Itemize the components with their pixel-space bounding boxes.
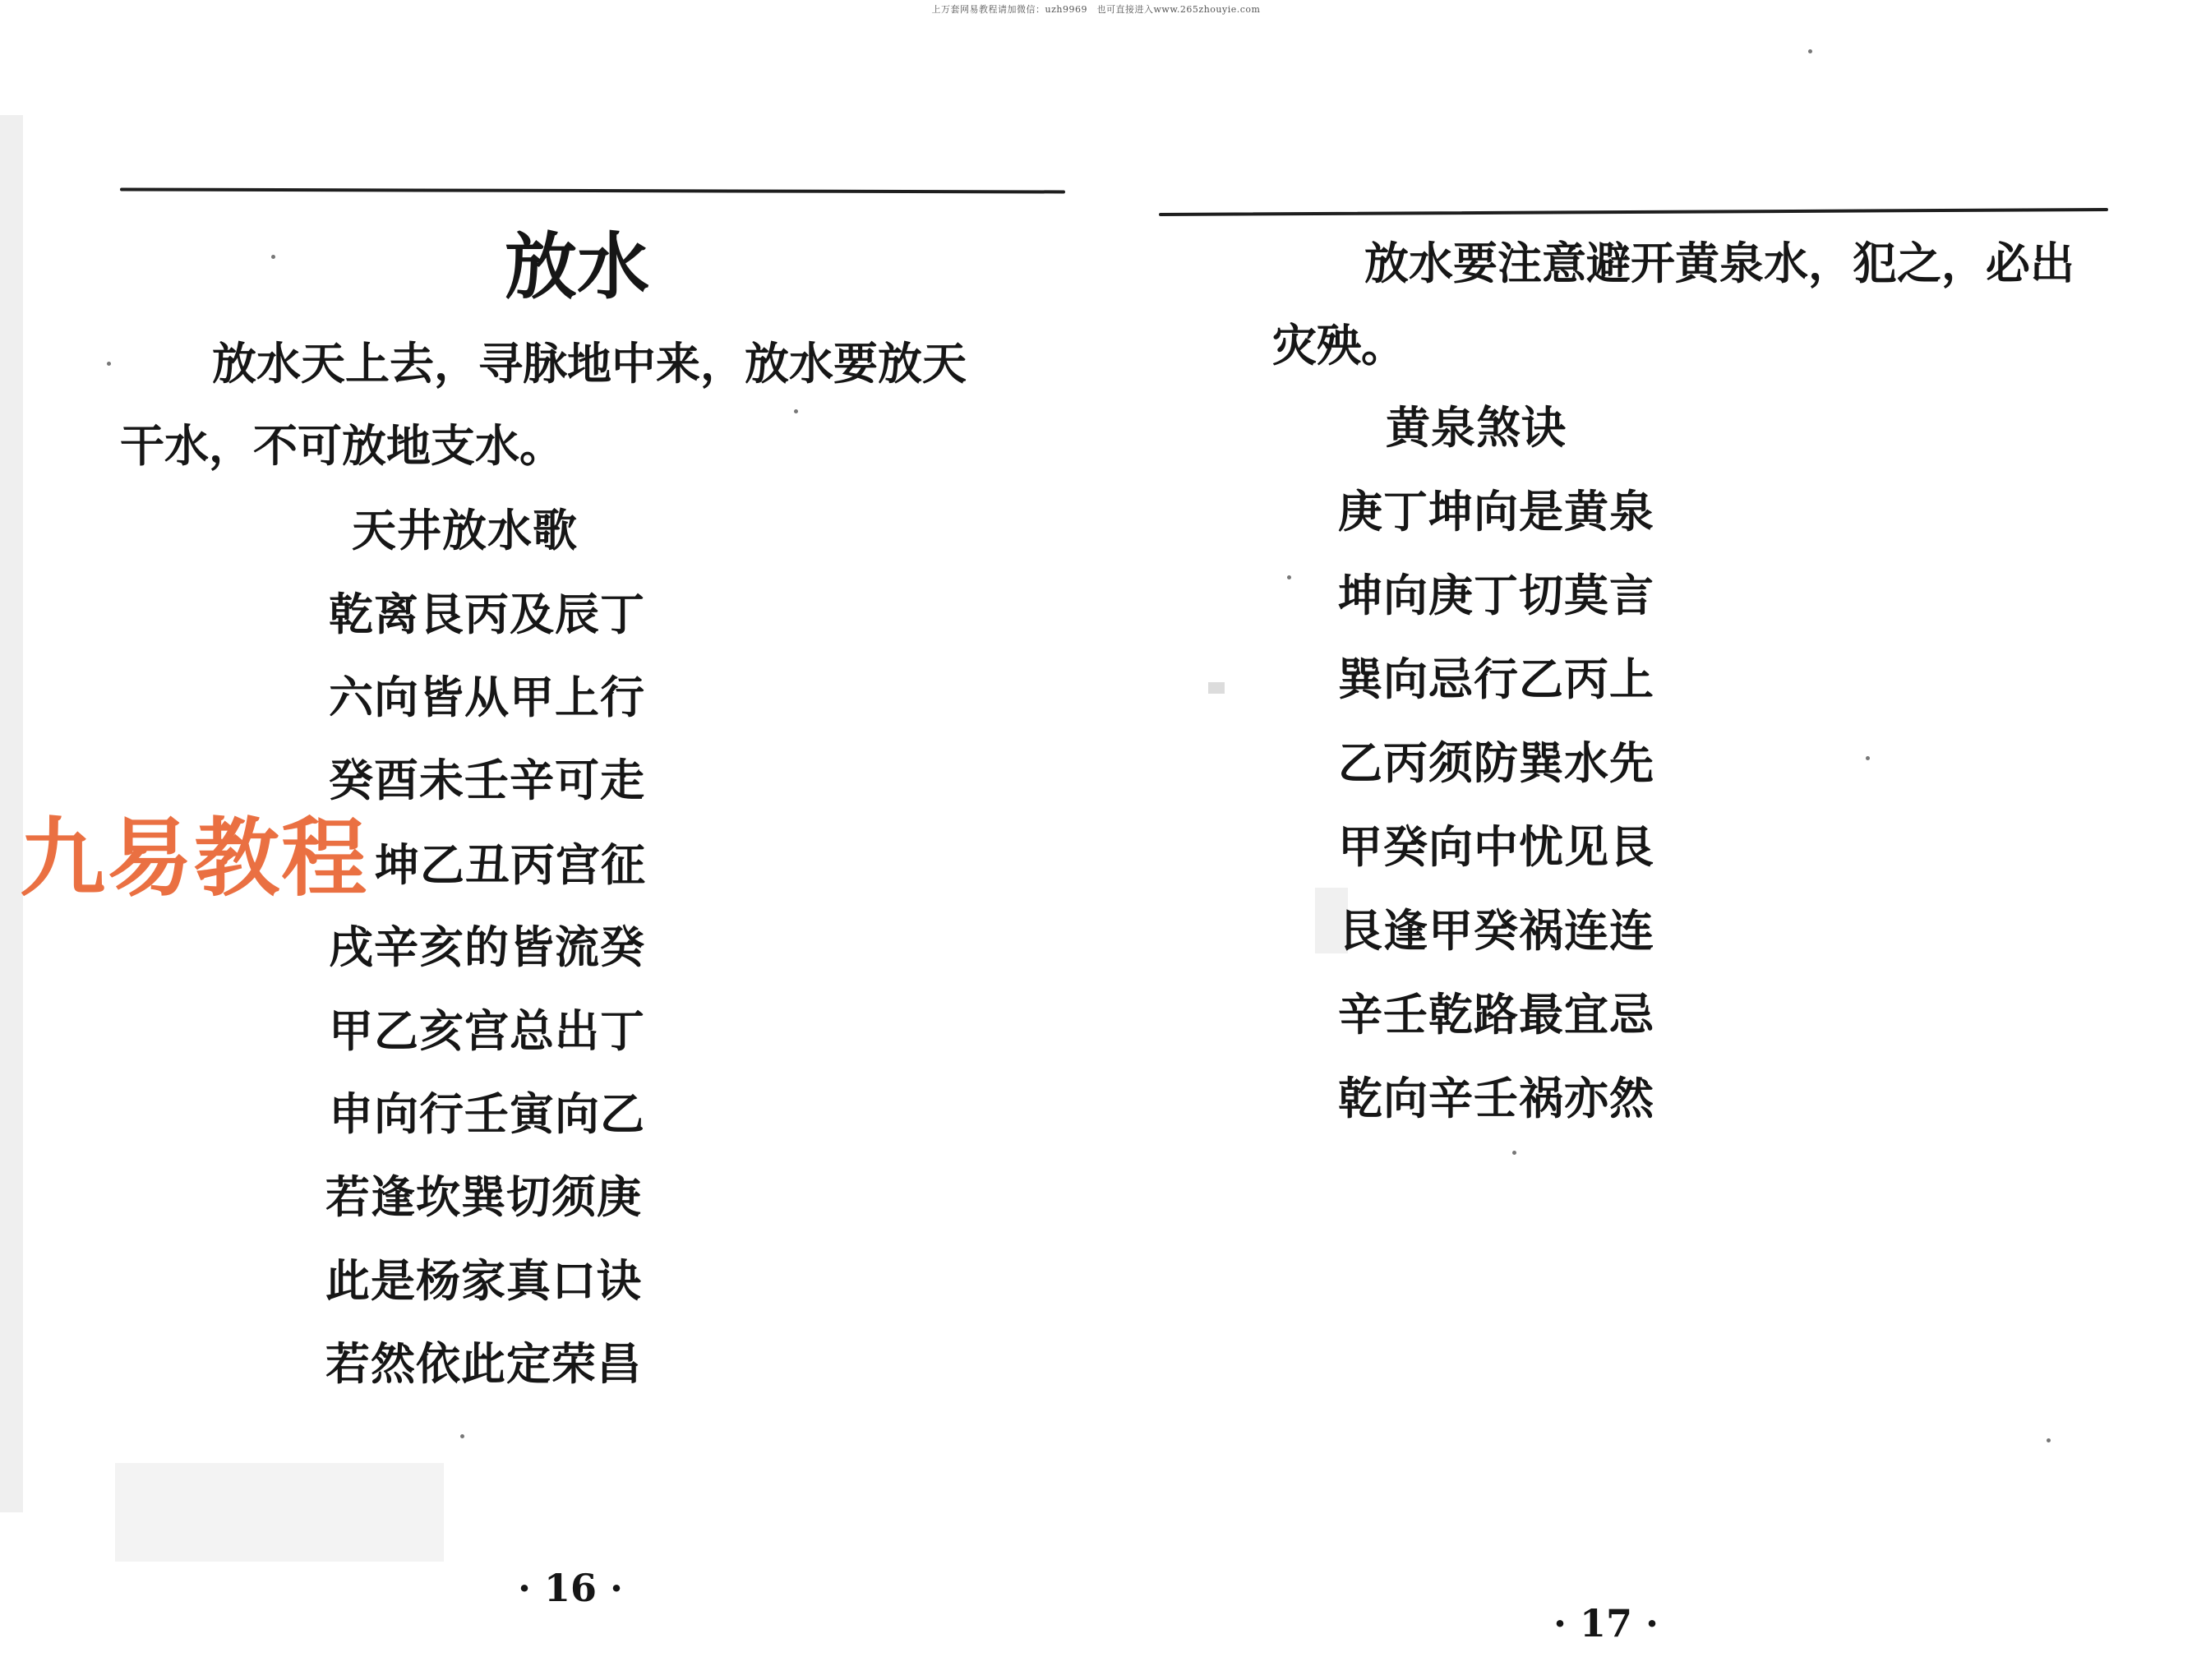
page-top-rule-right xyxy=(1159,208,2108,216)
verse-line: 甲乙亥宫总出丁 xyxy=(329,1004,645,1057)
verse-line: 六向皆从甲上行 xyxy=(329,671,645,723)
scan-speck xyxy=(1287,575,1291,579)
page-number-left: · 16 · xyxy=(518,1566,624,1610)
verse-line: 若然依此定荣昌 xyxy=(325,1337,642,1390)
page-top-rule-left xyxy=(120,187,1065,193)
verse-line: 辛壬乾路最宜忌 xyxy=(1338,988,1654,1041)
scan-speck xyxy=(107,362,111,366)
scan-speck xyxy=(1808,49,1812,53)
verse-line: 乾离艮丙及辰丁 xyxy=(329,588,645,640)
scan-smear xyxy=(1208,682,1225,694)
song-title: 天井放水歌 xyxy=(352,504,578,556)
verse-line: 癸酉未壬辛可走 xyxy=(329,754,645,806)
scan-smear xyxy=(115,1463,444,1562)
verse-line: 若逢坎巽切须庚 xyxy=(325,1170,642,1223)
verse-line: 戌辛亥的皆流癸 xyxy=(329,921,645,973)
scan-speck xyxy=(794,409,798,413)
verse-line: 此是杨家真口诀 xyxy=(325,1254,642,1307)
verse-line: 坤乙丑丙宫征 xyxy=(375,838,646,891)
page-number-right: · 17 · xyxy=(1553,1601,1659,1645)
page-title: 放水 xyxy=(505,224,650,309)
verse-line: 甲癸向中忧见艮 xyxy=(1338,820,1654,873)
verse-line: 申向行壬寅向乙 xyxy=(329,1087,645,1140)
left-intro-line-1: 放水天上去，寻脉地中来，放水要放天 xyxy=(212,337,967,390)
watermark-logo: 九易教程 xyxy=(20,808,369,908)
scan-speck xyxy=(1512,1151,1516,1155)
verse-title: 黄泉煞诀 xyxy=(1386,401,1567,454)
scan-speck xyxy=(1866,756,1870,760)
verse-line: 巽向忌行乙丙上 xyxy=(1338,653,1654,705)
scan-speck xyxy=(2047,1438,2051,1442)
verse-line: 乙丙须防巽水先 xyxy=(1338,736,1654,789)
scan-speck xyxy=(460,1434,464,1438)
left-intro-line-2: 干水，不可放地支水。 xyxy=(120,419,564,472)
verse-line: 庚丁坤向是黄泉 xyxy=(1338,485,1654,538)
right-intro-line-1: 放水要注意避开黄泉水，犯之，必出 xyxy=(1364,237,2074,289)
scan-speck xyxy=(271,255,275,259)
verse-line: 艮逢甲癸祸连连 xyxy=(1338,904,1654,957)
verse-line: 乾向辛壬祸亦然 xyxy=(1338,1072,1654,1124)
right-intro-line-2: 灾殃。 xyxy=(1272,319,1405,372)
header-note: 上万套网易教程请加微信：uzh9969 也可直接进入www.265zhouyie.com xyxy=(931,4,1261,15)
verse-line: 坤向庚丁切莫言 xyxy=(1338,569,1654,621)
